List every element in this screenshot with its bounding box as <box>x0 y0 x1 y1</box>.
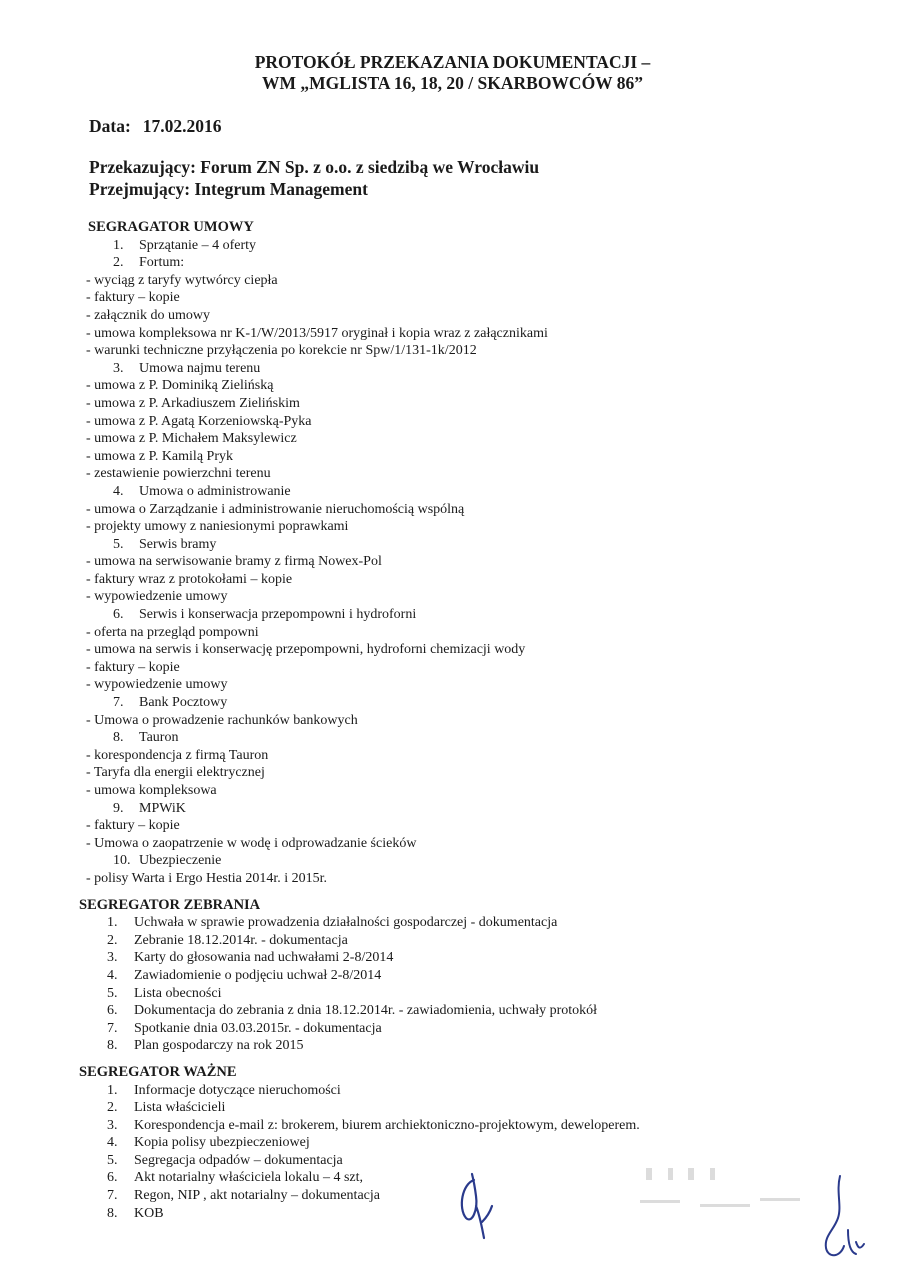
numbered-item <box>88 729 905 747</box>
sub-item: - faktury wraz z protokołami – kopie <box>86 571 293 587</box>
document-body <box>0 219 905 1222</box>
date-label: Data: <box>89 116 131 136</box>
numbered-item <box>88 800 905 818</box>
section-title: SEGRAGATOR UMOWY <box>88 219 254 235</box>
sub-item: - umowa kompleksowa nr K-1/W/2013/5917 oryginał i kopia wraz z załącznikami <box>86 325 548 341</box>
sub-item: - warunki techniczne przyłączenia po korekcie nr Spw/1/131-1k/2012 <box>86 343 477 359</box>
parties-block <box>89 156 539 200</box>
list-item <box>107 949 905 967</box>
sub-item: - umowa z P. Michałem Maksylewicz <box>86 431 297 447</box>
item-label: Sprzątanie – 4 oferty <box>139 237 257 253</box>
sub-item: - wypowiedzenie umowy <box>86 677 228 693</box>
item-number: 9. <box>113 800 124 816</box>
item-number: 5. <box>107 1152 118 1168</box>
item-text: Zebranie 18.12.2014r. - dokumentacja <box>134 932 348 948</box>
sub-item: - faktury – kopie <box>86 659 180 675</box>
item-text: Korespondencja e-mail z: brokerem, biurem archiektoniczno-projektowym, deweloperem. <box>134 1117 640 1133</box>
list-item <box>107 914 905 932</box>
list-item <box>107 1117 905 1135</box>
list-item <box>107 1082 905 1100</box>
numbered-item <box>88 536 905 554</box>
item-number: 1. <box>107 1082 118 1098</box>
item-number: 5. <box>107 985 118 1001</box>
item-number: 6. <box>107 1003 118 1019</box>
item-number: 7. <box>107 1020 118 1036</box>
section-umowy <box>0 219 905 888</box>
item-label: Umowa najmu terenu <box>139 360 261 376</box>
title-line-2: WM „MGLISTA 16, 18, 20 / SKARBOWCÓW 86” <box>262 73 643 93</box>
sub-item: - umowa kompleksowa <box>86 783 217 798</box>
sub-item: - umowa na serwis i konserwację przepompowni, hydroforni chemizacji wody <box>86 642 526 658</box>
item-label: MPWiK <box>139 800 186 816</box>
section-title: SEGREGATOR WAŻNE <box>79 1063 237 1080</box>
section-zebrania <box>0 897 905 1055</box>
sub-item: - umowa o Zarządzanie i administrowanie nieruchomością wspólną <box>86 501 465 517</box>
item-number: 3. <box>107 950 118 966</box>
item-number: 3. <box>113 360 124 376</box>
item-text: Uchwała w sprawie prowadzenia działalności gospodarczej - dokumentacja <box>134 915 558 931</box>
section-umowy-list <box>88 237 905 888</box>
item-label: Umowa o administrowanie <box>139 483 291 499</box>
item-number: 6. <box>113 607 124 623</box>
item-number: 7. <box>107 1188 118 1204</box>
list-item <box>107 985 905 1003</box>
sub-item: - Umowa o zaopatrzenie w wodę i odprowadzanie ścieków <box>86 835 417 851</box>
item-text: Kopia polisy ubezpieczeniowej <box>134 1135 310 1151</box>
item-text: Akt notarialny właściciela lokalu – 4 szt, <box>134 1170 363 1186</box>
party-from: Przekazujący: Forum ZN Sp. z o.o. z siedzibą we Wrocławiu <box>89 157 540 177</box>
sub-item: - załącznik do umowy <box>86 307 211 323</box>
sub-item: - wyciąg z taryfy wytwórcy ciepła <box>86 272 278 288</box>
sub-item: - wypowiedzenie umowy <box>86 589 228 605</box>
list-item <box>107 1134 905 1152</box>
list-item <box>107 932 905 950</box>
item-number: 4. <box>107 1135 118 1151</box>
sub-item: - umowa na serwisowanie bramy z firmą Nowex-Pol <box>86 554 382 570</box>
item-text: Regon, NIP , akt notarialny – dokumentacja <box>134 1188 380 1204</box>
item-number: 8. <box>107 1038 118 1054</box>
item-number: 5. <box>113 536 124 552</box>
section-title: SEGREGATOR ZEBRANIA <box>79 896 261 913</box>
item-number: 8. <box>107 1205 118 1221</box>
sub-item: - faktury – kopie <box>86 818 180 834</box>
item-number: 8. <box>113 730 124 746</box>
item-text: Karty do głosowania nad uchwałami 2-8/2014 <box>134 950 394 966</box>
list-item <box>107 1099 905 1117</box>
title-line-1: PROTOKÓŁ PRZEKAZANIA DOKUMENTACJI – <box>254 52 651 72</box>
numbered-item <box>88 237 905 255</box>
sub-item: - polisy Warta i Ergo Hestia 2014r. i 2015r. <box>86 870 327 886</box>
sub-item: - Umowa o prowadzenie rachunków bankowych <box>86 712 358 728</box>
faded-stamp <box>640 1162 810 1242</box>
sub-item: - umowa z P. Agatą Korzeniowską-Pyka <box>86 413 312 429</box>
item-number: 2. <box>107 932 118 948</box>
item-number: 2. <box>113 255 124 271</box>
list-item <box>107 967 905 985</box>
item-number: 4. <box>113 483 124 499</box>
item-label: Tauron <box>139 730 179 746</box>
date-value: 17.02.2016 <box>142 116 222 136</box>
list-item <box>107 1002 905 1020</box>
document-title <box>0 52 905 94</box>
item-text: Dokumentacja do zebrania z dnia 18.12.2014r. - zawiadomienia, uchwały protokół <box>134 1003 598 1019</box>
item-label: Serwis bramy <box>139 536 217 552</box>
item-number: 1. <box>107 915 118 931</box>
sub-item: - zestawienie powierzchni terenu <box>86 466 271 482</box>
sub-item: - oferta na przegląd pompowni <box>86 624 259 640</box>
document-date <box>89 116 222 137</box>
item-number: 7. <box>113 695 124 711</box>
numbered-item <box>88 694 905 712</box>
numbered-item <box>88 483 905 501</box>
item-text: Lista obecności <box>134 985 222 1001</box>
sub-item: - korespondencja z firmą Tauron <box>86 747 269 763</box>
item-label: Ubezpieczenie <box>139 853 222 869</box>
sub-item: - faktury – kopie <box>86 290 180 306</box>
numbered-item <box>88 254 905 272</box>
item-text: Spotkanie dnia 03.03.2015r. - dokumentacja <box>134 1020 382 1036</box>
item-number: 4. <box>107 967 118 983</box>
item-text: Plan gospodarczy na rok 2015 <box>134 1038 304 1054</box>
list-item <box>107 1020 905 1038</box>
item-text: Segregacja odpadów – dokumentacja <box>134 1152 343 1168</box>
item-text: KOB <box>134 1205 164 1221</box>
numbered-item <box>88 360 905 378</box>
numbered-item <box>88 852 905 870</box>
sub-item: - Taryfa dla energii elektrycznej <box>86 765 265 781</box>
numbered-item <box>88 606 905 624</box>
signature-initials <box>452 1166 500 1246</box>
list-item <box>107 1037 905 1055</box>
item-text: Informacje dotyczące nieruchomości <box>134 1082 341 1098</box>
item-number: 10. <box>113 853 131 869</box>
item-text: Lista właścicieli <box>134 1100 226 1116</box>
item-number: 1. <box>113 237 124 253</box>
item-label: Serwis i konserwacja przepompowni i hydroforni <box>139 607 417 623</box>
item-number: 2. <box>107 1100 118 1116</box>
item-label: Fortum: <box>139 255 185 271</box>
party-to: Przejmujący: Integrum Management <box>89 179 368 199</box>
item-text: Zawiadomienie o podjęciu uchwał 2-8/2014 <box>134 967 382 983</box>
item-number: 6. <box>107 1170 118 1186</box>
sub-item: - umowa z P. Dominiką Zielińską <box>86 378 274 394</box>
section-zebrania-list <box>79 914 905 1055</box>
sub-item: - umowa z P. Kamilą Pryk <box>86 448 233 464</box>
item-label: Bank Pocztowy <box>139 695 228 711</box>
item-number: 3. <box>107 1117 118 1133</box>
sub-item: - umowa z P. Arkadiuszem Zielińskim <box>86 395 300 411</box>
signature-right <box>812 1172 872 1264</box>
sub-item: - projekty umowy z naniesionymi poprawkami <box>86 519 349 535</box>
